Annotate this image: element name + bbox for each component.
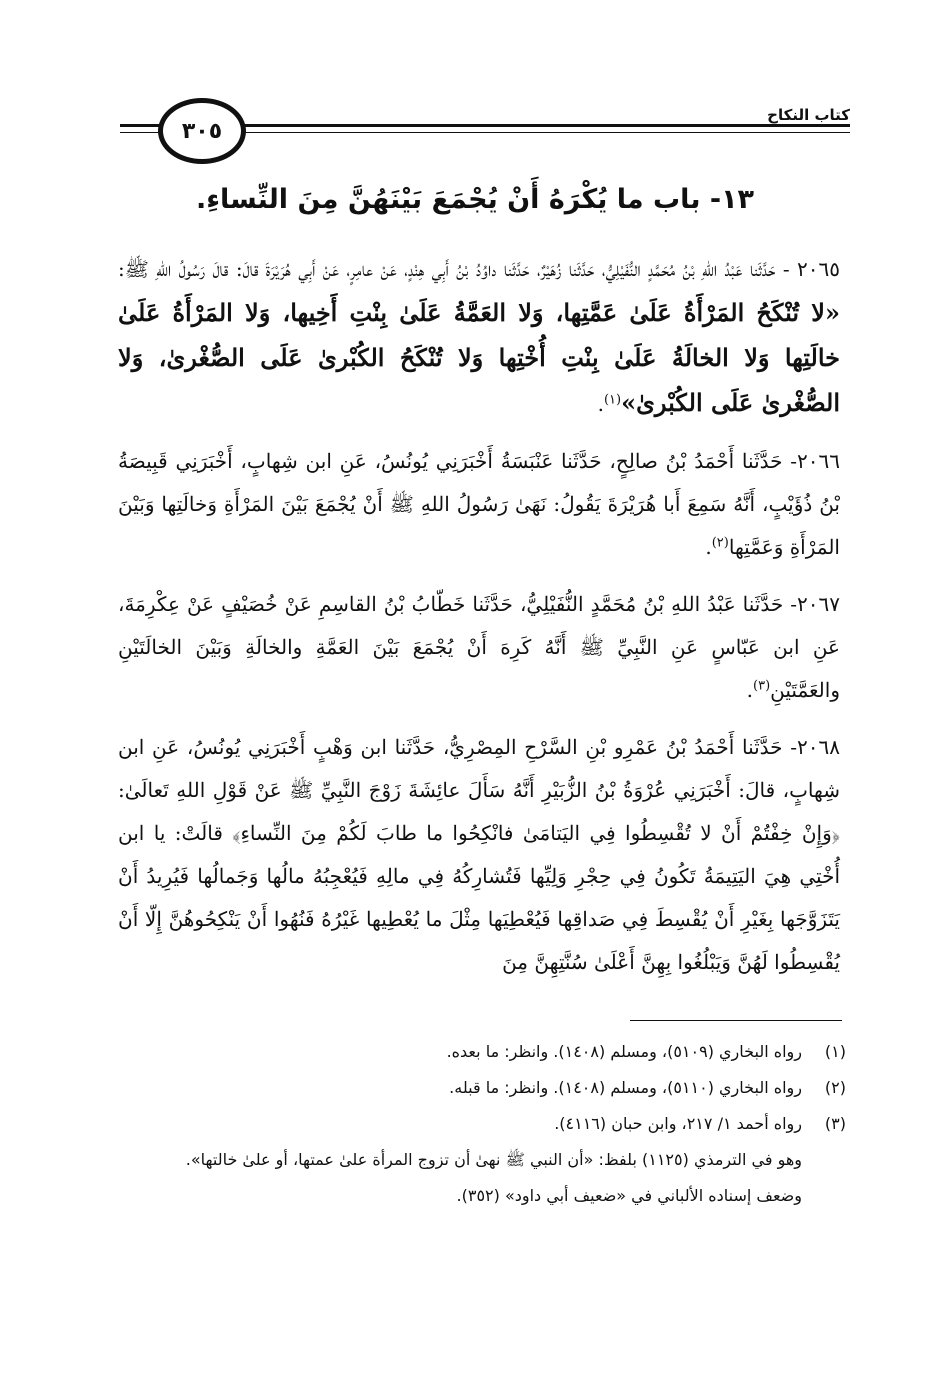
hadith-text: حَدَّثَنا أَحْمَدُ بْنُ صالِحٍ، حَدَّثَنا عَنْبَسَةُ أَخْبَرَنِي يُونُسُ، عَنِ ابن شِهابٍ، أَخْبَرَنِي قَبِيصَةُ بْنُ ذُؤَيْبٍ، أَنَّهُ سَمِعَ أَبا هُرَيْرَةَ يَقُولُ: نَهَىٰ رَسُولُ اللهِ ﷺ أَنْ يُجْمَعَ بَيْنَ المَرْأَةِ وَخالَتِها وَبَيْنَ المَرْأَةِ وَعَمَّتِها	[118, 449, 840, 559]
footnote-number: (١)	[824, 1042, 846, 1061]
hadith-end: .	[597, 392, 604, 416]
hadith-number: ٢٠٦٨-	[790, 735, 841, 759]
page-number: ٣٠٥	[158, 98, 246, 164]
hadith-isnad: حَدَّثَنا عَبْدُ اللهِ بْنُ مُحَمَّدٍ النُّفَيْلِيُّ، حَدَّثَنا زُهَيْرٌ، حَدَّثَنا داوُدُ بْنُ أَبِي هِنْدٍ، عَنْ عامِرٍ، عَنْ أَبِي هُرَيْرَةَ قالَ: قالَ رَسُولُ اللهِ ﷺ:	[118, 257, 776, 281]
footnote-3-continuation-1: وهو في الترمذي (١١٢٥) بلفظ: «أن النبي ﷺ نهىٰ أن تزوج المرأة علىٰ عمتها، أو علىٰ خالتها».	[185, 1150, 802, 1169]
footnote-text: رواه البخاري (٥١٠٩)، ومسلم (١٤٠٨). وانظر: ما بعده.	[446, 1042, 802, 1061]
footnote-3-continuation-2: وضعف إسناده الألباني في «ضعيف أبي داود» (٣٥٢).	[456, 1186, 802, 1205]
footnote-text: رواه البخاري (٥١١٠)، ومسلم (١٤٠٨). وانظر: ما قبله.	[449, 1078, 802, 1097]
hadith-2068	[118, 726, 840, 984]
hadith-text: حَدَّثَنا عَبْدُ اللهِ بْنُ مُحَمَّدٍ النُّفَيْلِيُّ، حَدَّثَنا خَطّابُ بْنُ القاسِمِ عَنْ خُصَيْفٍ عَنْ عِكْرِمَةَ، عَنِ ابن عَبّاسٍ عَنِ النَّبِيِّ ﷺ أَنَّهُ كَرِهَ أَنْ يُجْمَعَ بَيْنَ العَمَّةِ والخالَةِ وَبَيْنَ الخالَتَيْنِ والعَمَّتَيْنِ	[118, 592, 840, 702]
hadith-2065	[118, 248, 840, 426]
footnote-separator	[630, 1020, 842, 1021]
chapter-heading: ١٣- باب ما يُكْرَهُ أَنْ يُجْمَعَ بَيْنَهُنَّ مِنَ النِّساءِ.	[195, 184, 755, 215]
footnotes	[118, 1034, 846, 1214]
footnote-ref[interactable]: (٣)	[753, 678, 771, 694]
hadith-matn: «لا تُنْكَحُ المَرْأَةُ عَلَىٰ عَمَّتِها، وَلا العَمَّةُ عَلَىٰ بِنْتِ أَخِيها، وَلا المَرْأَةُ عَلَىٰ خالَتِها وَلا الخالَةُ عَلَىٰ بِنْتِ أُخْتِها وَلا تُنْكَحُ الكُبْرىٰ عَلَى الصُّغْرىٰ، وَلا الصُّغْرىٰ عَلَى الكُبْرىٰ»	[118, 298, 840, 417]
hadith-text: حَدَّثَنا أَحْمَدُ بْنُ عَمْرِو بْنِ السَّرْحِ المِصْرِيُّ، حَدَّثَنا ابن وَهْبٍ أَخْبَرَنِي يُونُسُ، عَنِ ابن شِهابٍ، قالَ: أَخْبَرَنِي عُرْوَةُ بْنُ الزُّبَيْرِ أَنَّهُ سَأَلَ عائِشَةَ زَوْجَ النَّبِيِّ ﷺ عَنْ قَوْلِ اللهِ تَعالَىٰ: ﴿وَإِنْ خِفْتُمْ أَنْ لا تُقْسِطُوا فِي اليَتامَىٰ فانْكِحُوا ما طابَ لَكُمْ مِنَ النِّساءِ﴾ قالَتْ: يا ابن أُخْتِي هِيَ اليَتِيمَةُ تَكُونُ فِي حِجْرِ وَلِيِّها فَتُشارِكُهُ فِي مالِهِ فَيُعْجِبُهُ مالُها وَجَمالُها فَيُرِيدُ أَنْ يَتَزَوَّجَها بِغَيْرِ أَنْ يُقْسِطَ فِي صَداقِها فَيُعْطِيَها مِثْلَ ما يُعْطِيها غَيْرُهُ فَنُهُوا أَنْ يَنْكِحُوهُنَّ إِلّا أَنْ يُقْسِطُوا لَهُنَّ وَيَبْلُغُوا بِهِنَّ أَعْلَىٰ سُنَّتِهِنَّ مِنَ	[118, 735, 840, 974]
hadith-number: ٢٠٦٥ -	[782, 257, 841, 281]
hadith-end: .	[746, 678, 754, 702]
footnote-ref[interactable]: (١)	[603, 392, 622, 408]
footnote-1	[118, 1034, 846, 1070]
footnote-2	[118, 1070, 846, 1106]
hadith-end: .	[705, 535, 712, 559]
hadith-number: ٢٠٦٧-	[790, 592, 841, 616]
footnote-text: رواه أحمد ١/ ٢١٧، وابن حبان (٤١١٦).	[554, 1114, 802, 1133]
hadith-2067	[118, 583, 840, 712]
footnote-ref[interactable]: (٢)	[711, 535, 729, 551]
footnote-3	[118, 1106, 846, 1142]
hadith-number: ٢٠٦٦-	[790, 449, 840, 473]
book-title: كتاب النكاح	[757, 106, 850, 124]
hadith-2066	[118, 440, 840, 569]
footnote-number: (٣)	[824, 1114, 846, 1133]
page-header	[120, 92, 850, 172]
hadith-body	[118, 248, 840, 998]
footnote-number: (٢)	[824, 1078, 846, 1097]
